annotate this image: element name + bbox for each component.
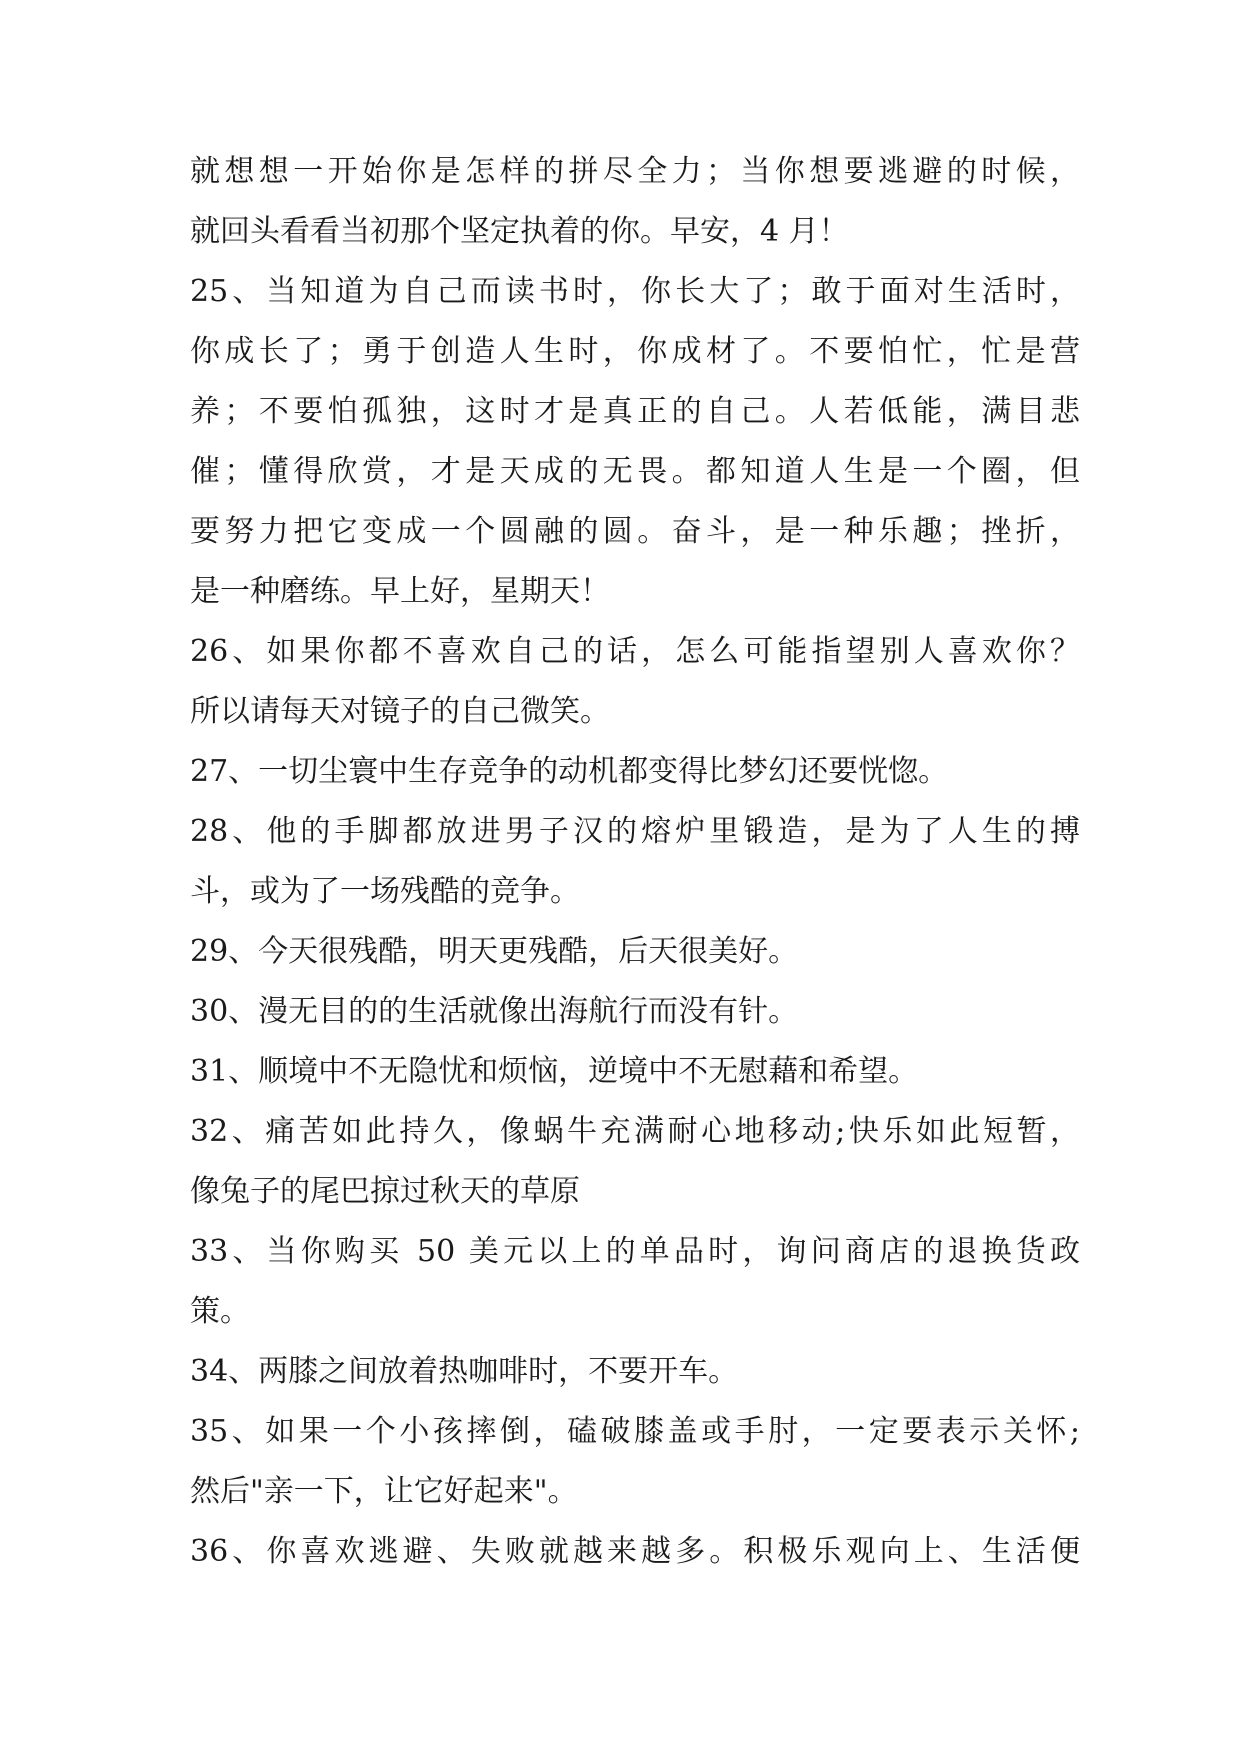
text-line: 25、当知道为自己而读书时，你长大了；敢于面对生活时，	[190, 274, 1080, 309]
text-line: 是一种磨练。早上好，星期天！	[190, 574, 610, 609]
text-line: 你成长了；勇于创造人生时，你成材了。不要怕忙，忙是营	[190, 334, 1080, 369]
text-line: 35、如果一个小孩摔倒，磕破膝盖或手肘，一定要表示关怀;	[190, 1414, 1080, 1449]
text-line: 34、两膝之间放着热咖啡时，不要开车。	[190, 1354, 739, 1389]
text-line: 31、顺境中不无隐忧和烦恼，逆境中不无慰藉和希望。	[190, 1054, 919, 1089]
text-line: 就回头看看当初那个坚定执着的你。早安，4 月！	[190, 214, 849, 249]
text-line: 33、当你购买 50 美元以上的单品时，询问商店的退换货政	[190, 1234, 1080, 1269]
text-line: 养；不要怕孤独，这时才是真正的自己。人若低能，满目悲	[190, 394, 1080, 429]
text-line: 斗，或为了一场残酷的竞争。	[190, 874, 580, 909]
text-line: 30、漫无目的的生活就像出海航行而没有针。	[190, 994, 799, 1029]
text-line: 32、痛苦如此持久，像蜗牛充满耐心地移动;快乐如此短暂，	[190, 1114, 1080, 1149]
text-line: 29、今天很残酷，明天更残酷，后天很美好。	[190, 934, 799, 969]
text-line: 要努力把它变成一个圆融的圆。奋斗，是一种乐趣；挫折，	[190, 514, 1080, 549]
text-line: 就想想一开始你是怎样的拼尽全力；当你想要逃避的时候，	[190, 154, 1080, 189]
text-line: 所以请每天对镜子的自己微笑。	[190, 694, 610, 729]
text-line: 催；懂得欣赏，才是天成的无畏。都知道人生是一个圈，但	[190, 454, 1080, 489]
text-line: 策。	[190, 1294, 250, 1329]
text-line: 26、如果你都不喜欢自己的话，怎么可能指望别人喜欢你？	[190, 634, 1080, 669]
text-line: 然后"亲一下，让它好起来"。	[190, 1474, 578, 1509]
text-line: 36、你喜欢逃避、失败就越来越多。积极乐观向上、生活便	[190, 1534, 1080, 1569]
text-line: 27、一切尘寰中生存竞争的动机都变得比梦幻还要恍惚。	[190, 754, 949, 789]
text-line: 28、他的手脚都放进男子汉的熔炉里锻造，是为了人生的搏	[190, 814, 1080, 849]
text-line: 像兔子的尾巴掠过秋天的草原	[190, 1174, 580, 1209]
